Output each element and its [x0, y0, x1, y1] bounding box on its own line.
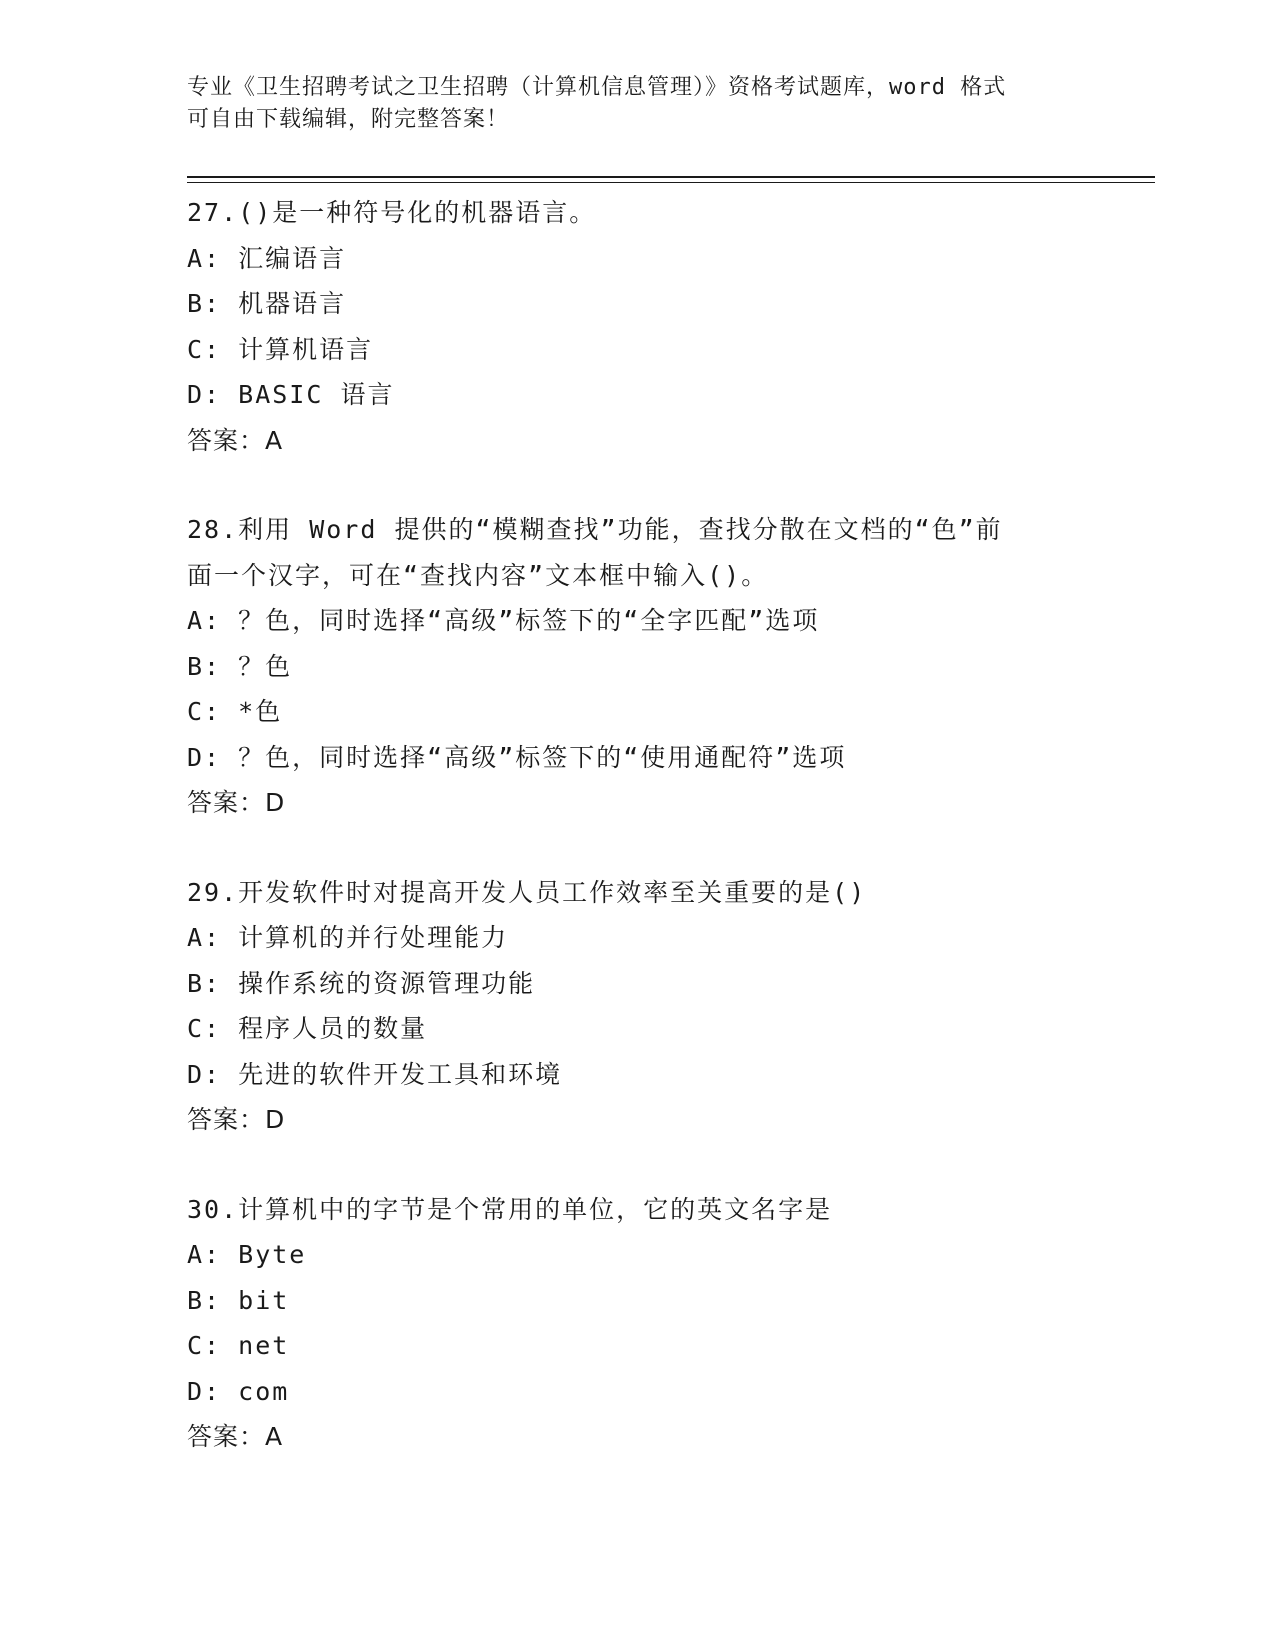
- option-a: A: 计算机的并行处理能力: [187, 923, 509, 952]
- option-b: B: ？色: [187, 651, 293, 681]
- option-c: C: 计算机语言: [187, 334, 374, 364]
- header-line-1: 专业《卫生招聘考试之卫生招聘（计算机信息管理）》资格考试题库，word 格式: [187, 75, 1007, 100]
- question-stem-continued: 面一个汉字，可在“查找内容”文本框中输入()。: [187, 560, 769, 590]
- answer-label: 答案：A: [187, 1422, 284, 1451]
- question-stem: 27.()是一种符号化的机器语言。: [187, 198, 597, 227]
- document-header: [187, 72, 1087, 136]
- option-b: B: 操作系统的资源管理功能: [187, 968, 536, 998]
- option-d: D: com: [187, 1376, 290, 1406]
- option-a: A: 汇编语言: [187, 243, 347, 273]
- option-a: A: Byte: [187, 1240, 307, 1269]
- answer-label: 答案：A: [187, 425, 284, 455]
- question-27: [187, 190, 1087, 463]
- option-c: C: *色: [187, 697, 283, 726]
- option-b: B: 机器语言: [187, 289, 347, 318]
- option-b: B: bit: [187, 1285, 290, 1315]
- option-d: D: BASIC 语言: [187, 380, 395, 409]
- header-divider-thick: [187, 176, 1155, 178]
- option-a: A: ？色，同时选择“高级”标签下的“全字匹配”选项: [187, 606, 820, 635]
- option-c: C: 程序人员的数量: [187, 1014, 428, 1043]
- question-28: [187, 507, 1087, 826]
- question-stem: 28.利用 Word 提供的“模糊查找”功能，查找分散在文档的“色”前: [187, 515, 1003, 544]
- question-list: [187, 190, 1087, 1504]
- answer-label: 答案：D: [187, 1105, 286, 1134]
- answer-label: 答案：D: [187, 788, 286, 817]
- option-d: D: 先进的软件开发工具和环境: [187, 1059, 563, 1089]
- option-c: C: net: [187, 1331, 290, 1360]
- header-divider-thin: [187, 182, 1155, 183]
- question-stem: 30.计算机中的字节是个常用的单位，它的英文名字是: [187, 1194, 833, 1224]
- option-d: D: ？色，同时选择“高级”标签下的“使用通配符”选项: [187, 742, 847, 772]
- question-stem: 29.开发软件时对提高开发人员工作效率至关重要的是(): [187, 877, 867, 907]
- header-line-2: 可自由下载编辑，附完整答案！: [187, 107, 510, 132]
- question-29: [187, 870, 1087, 1143]
- question-30: [187, 1187, 1087, 1460]
